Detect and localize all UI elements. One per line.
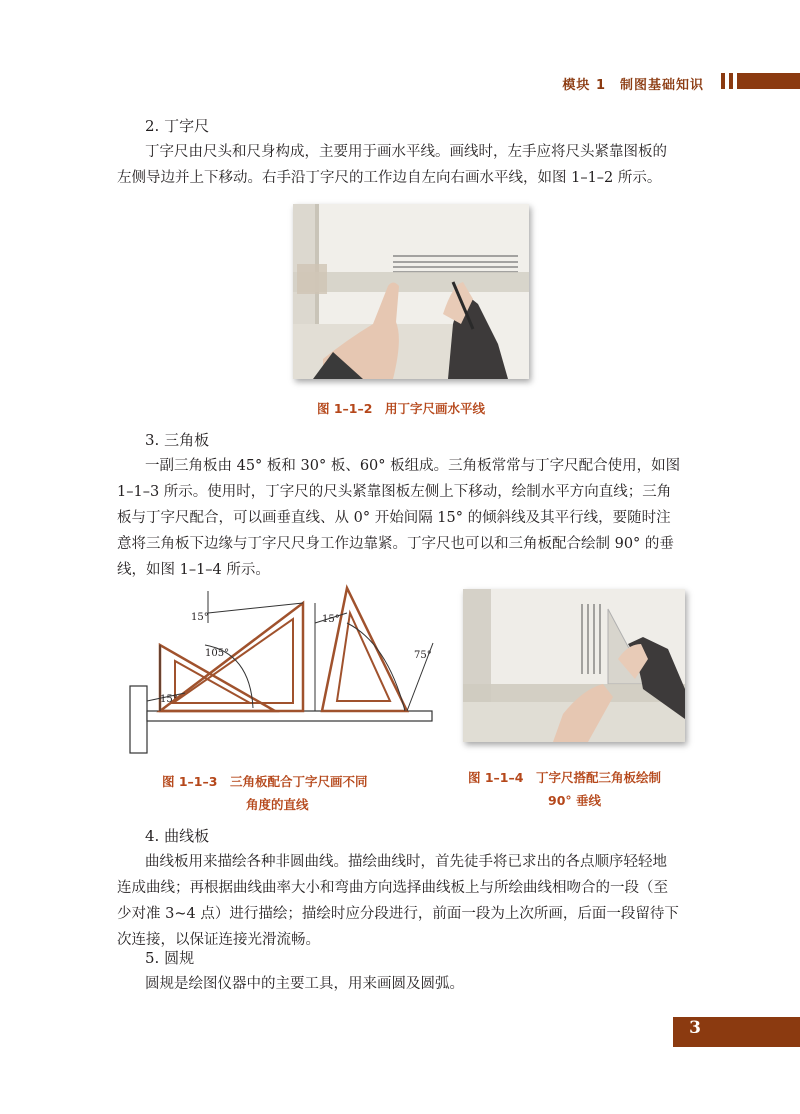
angle-label-15-bottom: 15°	[160, 694, 178, 705]
paragraph-line: 一副三角板由 45° 板和 30° 板、60° 板组成。三角板常常与丁字尺配合使用，如图	[145, 458, 681, 474]
photo-t-square-triangle-vertical	[463, 589, 685, 742]
figure-caption-1-1-4-line1: 图 1–1–4 丁字尺搭配三角板绘制	[468, 770, 661, 785]
paragraph-line: 左侧导边并上下移动。右手沿丁字尺的工作边自左向右画水平线，如图 1–1–2 所示。	[117, 170, 662, 186]
angle-label-15-top-left: 15°	[191, 612, 209, 623]
paragraph-line: 圆规是绘图仪器中的主要工具，用来画圆及圆弧。	[145, 976, 464, 992]
t-square-blade-shape	[147, 711, 432, 721]
paragraph-line: 连成曲线；再根据曲线曲率大小和弯曲方向选择曲线板上与所绘曲线相吻合的一段（至	[117, 880, 668, 896]
paragraph-line: 曲线板用来描绘各种非圆曲线。描绘曲线时，首先徒手将已求出的各点顺序轻轻地	[145, 854, 667, 870]
t-square-head-shape	[130, 686, 147, 753]
paragraph-line: 线，如图 1–1–4 所示。	[117, 562, 270, 578]
paragraph-line: 1–1–3 所示。使用时，丁字尺的尺头紧靠图板左侧上下移动，绘制水平方向直线；三角	[117, 484, 672, 500]
section-heading-t-square: 2. 丁字尺	[145, 117, 210, 135]
t-square-photo-illustration	[293, 204, 529, 379]
angle-label-105: 105°	[205, 648, 230, 659]
paragraph-line: 次连接，以保证连接光滑流畅。	[117, 932, 320, 948]
angle-label-15-top-right: 15°	[322, 614, 340, 625]
paragraph-line: 意将三角板下边缘与丁字尺尺身工作边靠紧。丁字尺也可以和三角板配合绘制 90° 的垂	[117, 536, 674, 552]
t-square-triangle-photo-illustration	[463, 589, 685, 742]
paragraph-line: 板与丁字尺配合，可以画垂直线、从 0° 开始间隔 15° 的倾斜线及其平行线，要随时注	[117, 510, 671, 526]
section-heading-triangle: 3. 三角板	[145, 431, 210, 449]
header-decoration	[721, 73, 800, 89]
figure-caption-1-1-3-line1: 图 1–1–3 三角板配合丁字尺画不同	[162, 774, 368, 789]
section-heading-compass: 5. 圆规	[145, 949, 195, 967]
page-number: 3	[689, 1018, 701, 1038]
figure-caption-1-1-4-line2: 90° 垂线	[548, 793, 601, 808]
angle-label-75: 75°	[414, 650, 432, 661]
figure-caption-1-1-2: 图 1–1–2 用丁字尺画水平线	[317, 401, 485, 416]
section-heading-french-curve: 4. 曲线板	[145, 827, 210, 845]
paragraph-line: 少对准 3~4 点）进行描绘；描绘时应分段进行，前面一段为上次所画，后面一段留待下	[117, 906, 679, 922]
figure-caption-1-1-3-line2: 角度的直线	[246, 797, 309, 812]
paragraph-line: 丁字尺由尺头和尺身构成，主要用于画水平线。画线时，左手应将尺头紧靠图板的	[145, 144, 667, 160]
running-header: 模块 1 制图基础知识	[562, 78, 704, 93]
triangle-tsquare-diagram	[125, 583, 435, 758]
photo-t-square-horizontal-lines	[293, 204, 529, 379]
